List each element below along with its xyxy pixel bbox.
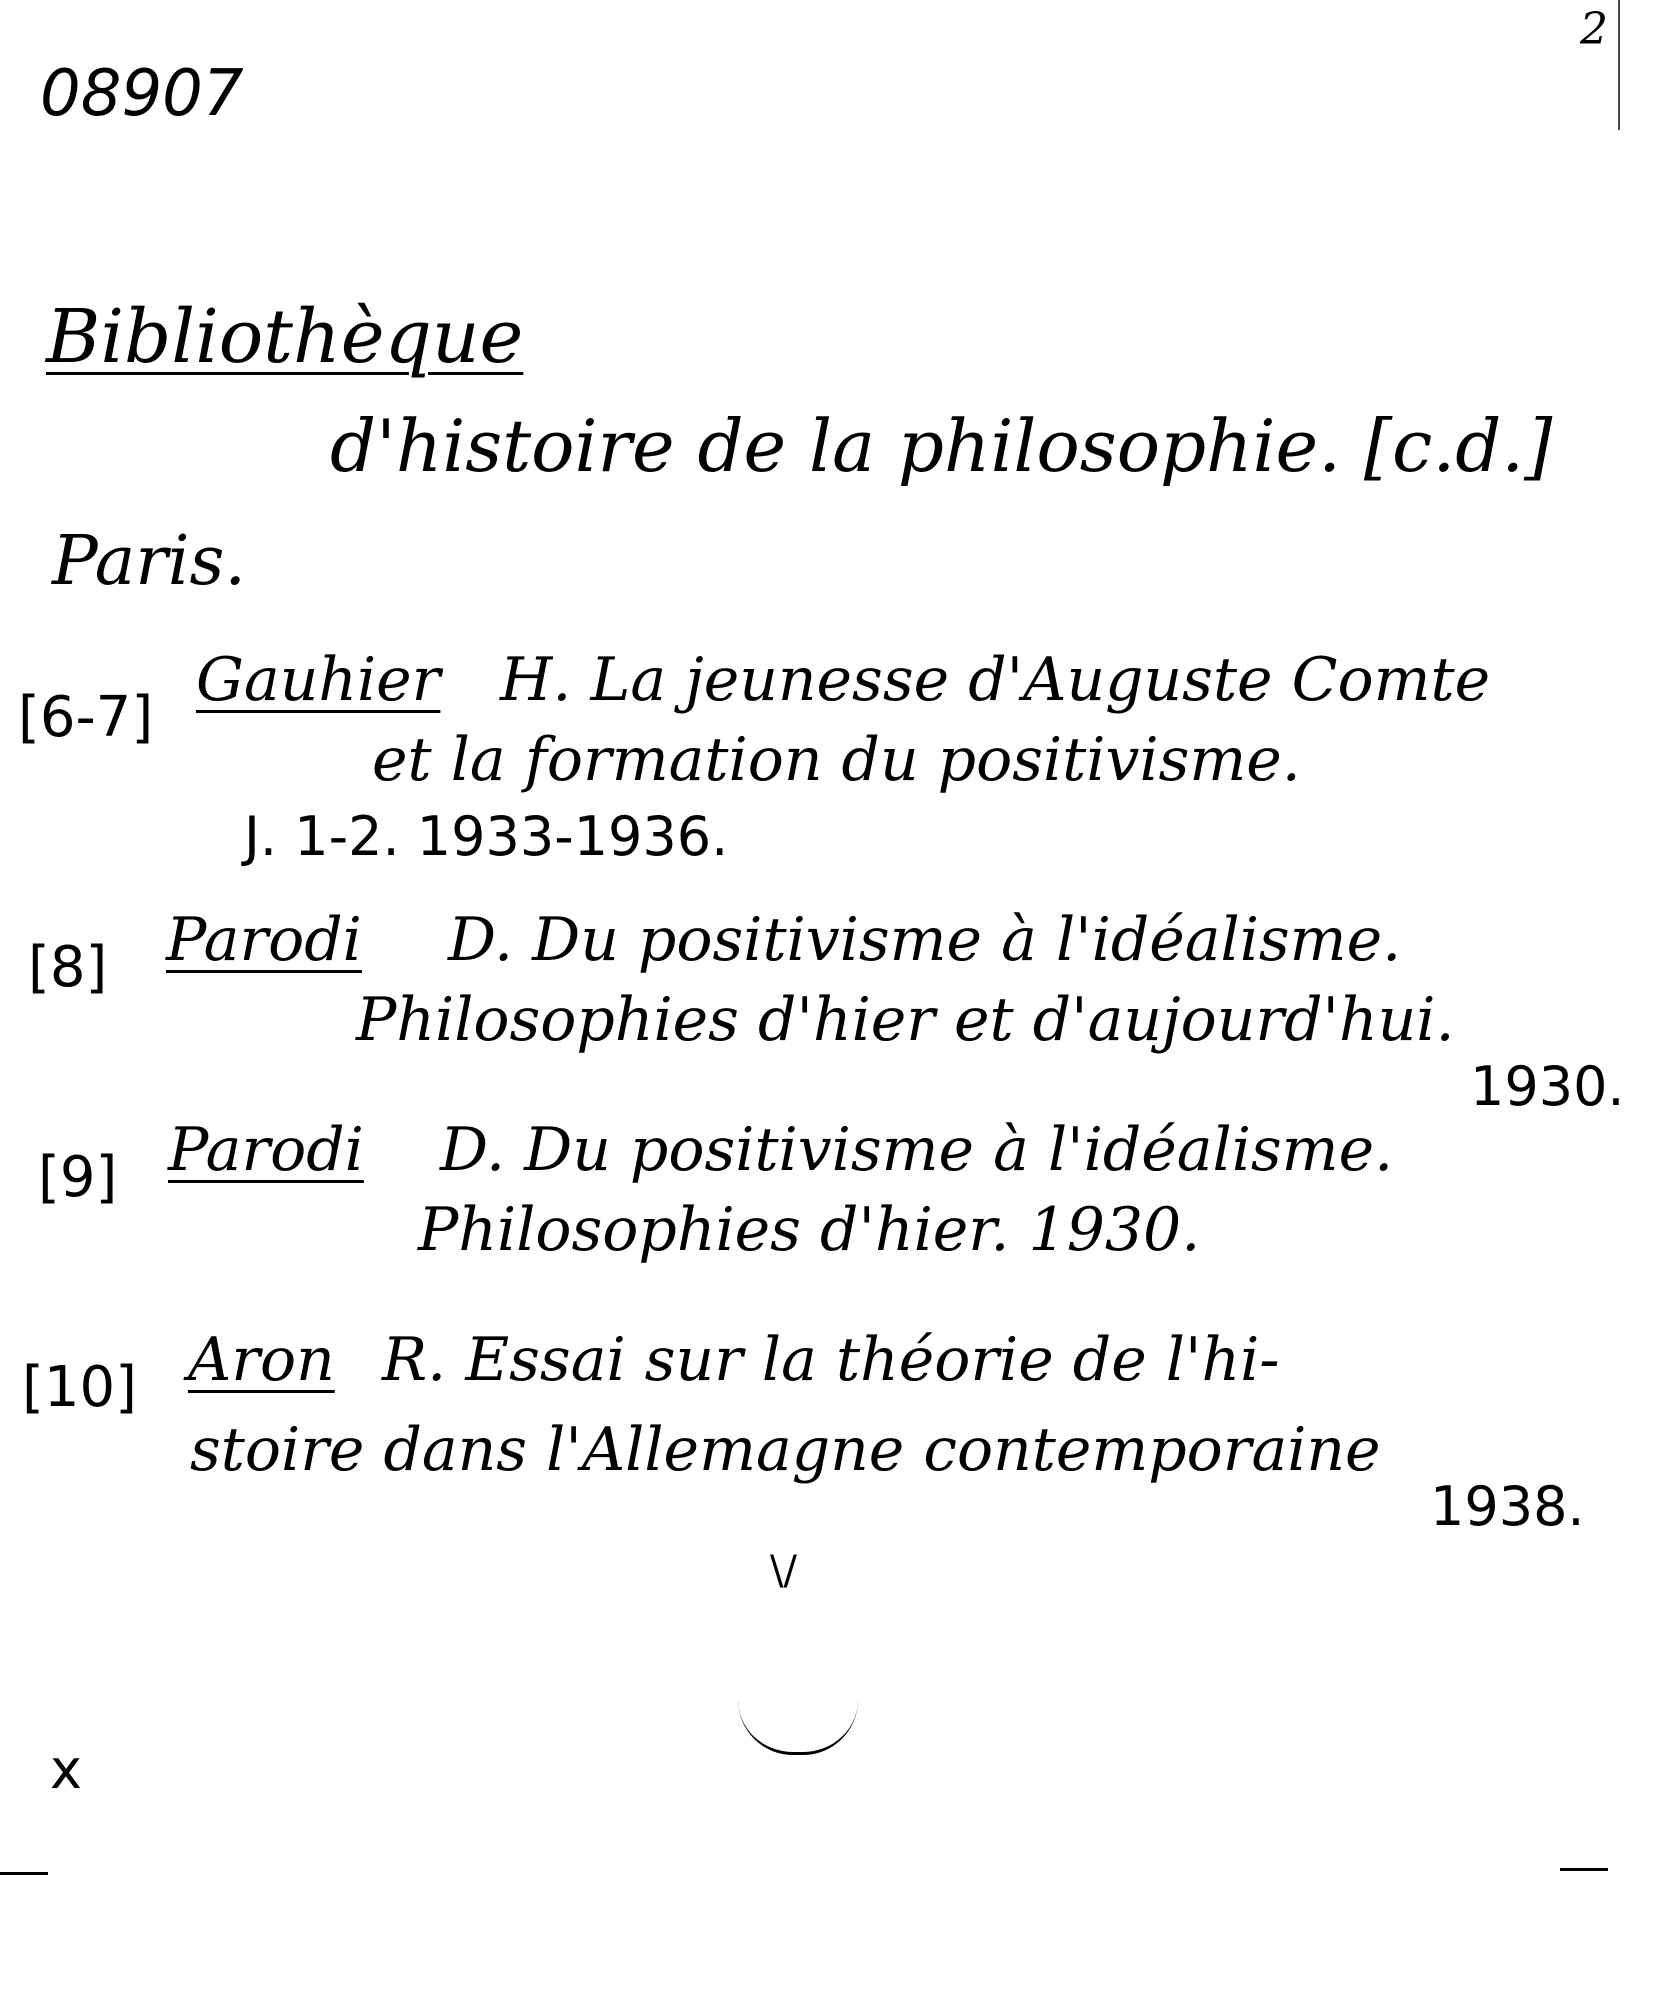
- edge-line-left: [0, 1872, 48, 1875]
- card-number: 08907: [40, 57, 244, 131]
- edge-line-right: [1560, 1868, 1608, 1871]
- entry-line: et la formation du positivisme.: [372, 725, 1301, 795]
- entry-number: [6-7]: [18, 685, 154, 750]
- entry-author: Gauhier: [196, 645, 441, 715]
- cross-mark: x: [50, 1738, 82, 1801]
- entry-line: R. Essai sur la théorie de l'hi-: [382, 1325, 1280, 1395]
- corner-mark: 2: [1580, 4, 1608, 55]
- entry-number: [10]: [22, 1355, 137, 1420]
- entry-line: D. Du positivisme à l'idéalisme.: [448, 905, 1402, 975]
- entry-number: [8]: [28, 935, 108, 1000]
- check-mark: \/: [770, 1548, 797, 1594]
- edge-line-top-right: [1618, 0, 1620, 130]
- entry-author: Aron: [188, 1325, 335, 1395]
- entry-line: Philosophies d'hier et d'aujourd'hui.: [356, 985, 1455, 1055]
- entry-author: Parodi: [168, 1115, 364, 1185]
- series-subtitle: d'histoire de la philosophie. [c.d.]: [330, 404, 1553, 488]
- entry-line: stoire dans l'Allemagne contemporaine: [190, 1415, 1381, 1485]
- entry-line: Philosophies d'hier. 1930.: [418, 1195, 1201, 1265]
- entry-number: [9]: [38, 1145, 118, 1210]
- entry-line: D. Du positivisme à l'idéalisme.: [440, 1115, 1394, 1185]
- entry-year: 1930.: [1470, 1055, 1625, 1118]
- entry-author: Parodi: [166, 905, 362, 975]
- hole-mark: [738, 1700, 858, 1755]
- entry-volumes: J. 1-2. 1933-1936.: [244, 805, 729, 868]
- series-title: Bibliothèque: [46, 294, 524, 380]
- publication-place: Paris.: [52, 522, 247, 601]
- entry-line: H. La jeunesse d'Auguste Comte: [500, 645, 1491, 715]
- entry-year: 1938.: [1430, 1475, 1585, 1538]
